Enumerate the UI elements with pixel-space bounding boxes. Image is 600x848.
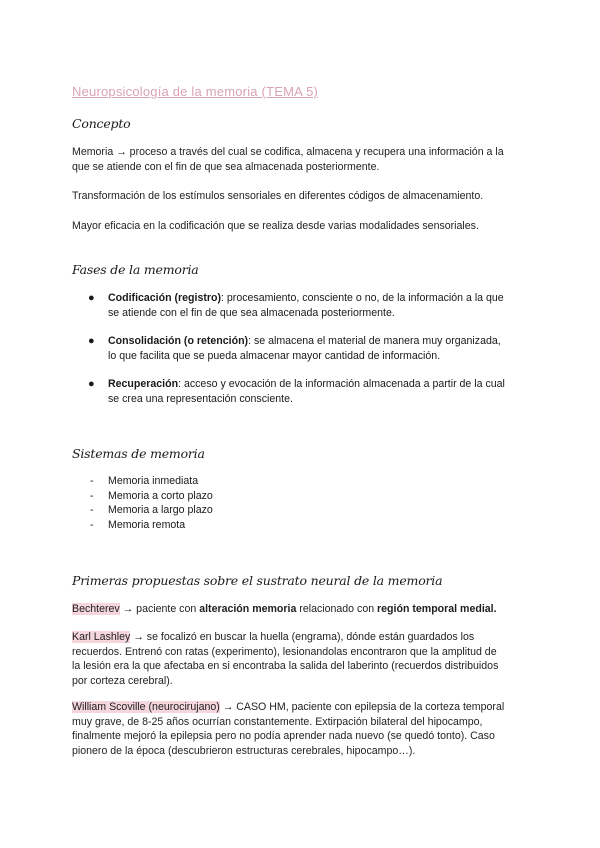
heading-concepto: Concepto (72, 116, 131, 131)
text: → se focalizó en buscar la huella (engrama), dónde están guardados los (130, 631, 475, 643)
text: la lesión era la que afectaba en si encontraba la salida del laberinto (recuerdos distribuidos (72, 660, 499, 672)
list-item (90, 503, 490, 518)
heading-propuestas: Primeras propuestas sobre el sustrato neural de la memoria (72, 573, 443, 588)
list-item (88, 291, 528, 320)
item-text: : se almacena el material de manera muy organizada, (248, 335, 501, 347)
paragraph-memoria-line-2: que se atiende con el fin de que sea almacenada posteriormente. (72, 160, 380, 173)
item-text: : acceso y evocación de la información almacenada a partir de la cual (178, 378, 505, 390)
paragraph-lashley (72, 630, 532, 688)
item-text: Memoria a largo plazo (108, 504, 213, 516)
document-title: Neuropsicología de la memoria (TEMA 5) (72, 84, 319, 99)
paragraph-scoville (72, 700, 532, 758)
item-text: Memoria a corto plazo (108, 489, 213, 502)
text: recuerdos. Entrenó con ratas (experimento), lesionandolas encontraron que la amplitud de (72, 645, 497, 658)
paragraph-memoria-line-1: Memoria → proceso a través del cual se codifica, almacena y recupera una información a la (72, 146, 504, 158)
text: relacionado con (296, 603, 378, 615)
fases-list (88, 291, 528, 406)
text: pionero de la época (descubrieron estructuras cerebrales, hipocampo…). (72, 744, 416, 757)
paragraph-transformacion: Transformación de los estímulos sensoriales en diferentes códigos de almacenamiento. (72, 190, 484, 202)
item-text-cont: lo que facilita que se pueda almacenar mayor cantidad de información. (108, 349, 441, 362)
bold-text: alteración memoria (199, 603, 297, 615)
text: → paciente con (119, 603, 200, 615)
text: muy grave, de 8-25 años ocurrían constantemente. Extirpación bilateral del hipocampo, (72, 715, 483, 728)
heading-sistemas: Sistemas de memoria (72, 446, 205, 461)
text: finalmente mejoró la epilepsia pero no podía aprender nada nuevo (se quedó tonto). Caso (72, 730, 495, 742)
heading-fases: Fases de la memoria (72, 262, 199, 277)
paragraph-bechterev (72, 602, 532, 617)
dash-marker: - (90, 504, 94, 516)
item-text: Memoria inmediata (108, 475, 199, 487)
item-text: : procesamiento, consciente o no, de la información a la que (221, 292, 504, 304)
list-item (90, 474, 490, 489)
item-text-cont: se crea una representación consciente. (108, 392, 293, 405)
list-item (90, 518, 490, 533)
bold-text: región temporal medial. (377, 603, 497, 615)
item-text-cont: se atiende con el fin de que sea almacenada posteriormente. (108, 306, 395, 319)
sistemas-list (90, 474, 490, 532)
dash-marker: - (90, 489, 94, 502)
paragraph-eficacia: Mayor eficacia en la codificación que se realiza desde varias modalidades sensoriales. (72, 220, 479, 232)
bullet-dot-icon: ● (88, 292, 95, 304)
item-text: Memoria remota (108, 518, 186, 531)
highlight-bechterev: Bechterev (72, 603, 120, 615)
list-item (88, 377, 528, 406)
text: → CASO HM, paciente con epilepsia de la corteza temporal (219, 701, 505, 713)
paragraph-memoria (72, 145, 532, 174)
bullet-dot-icon: ● (88, 335, 95, 347)
list-item (88, 334, 528, 363)
term-recuperacion: Recuperación (108, 378, 179, 390)
text: por corteza cerebral). (72, 674, 173, 687)
term-consolidacion: Consolidación (o retención) (108, 335, 249, 347)
bullet-dot-icon: ● (88, 378, 95, 390)
highlight-scoville: William Scoville (neurocirujano) (72, 701, 220, 713)
dash-marker: - (90, 475, 94, 487)
dash-marker: - (90, 518, 94, 531)
highlight-lashley: Karl Lashley (72, 631, 131, 643)
list-item (90, 489, 490, 504)
term-codificacion: Codificación (registro) (108, 292, 222, 304)
